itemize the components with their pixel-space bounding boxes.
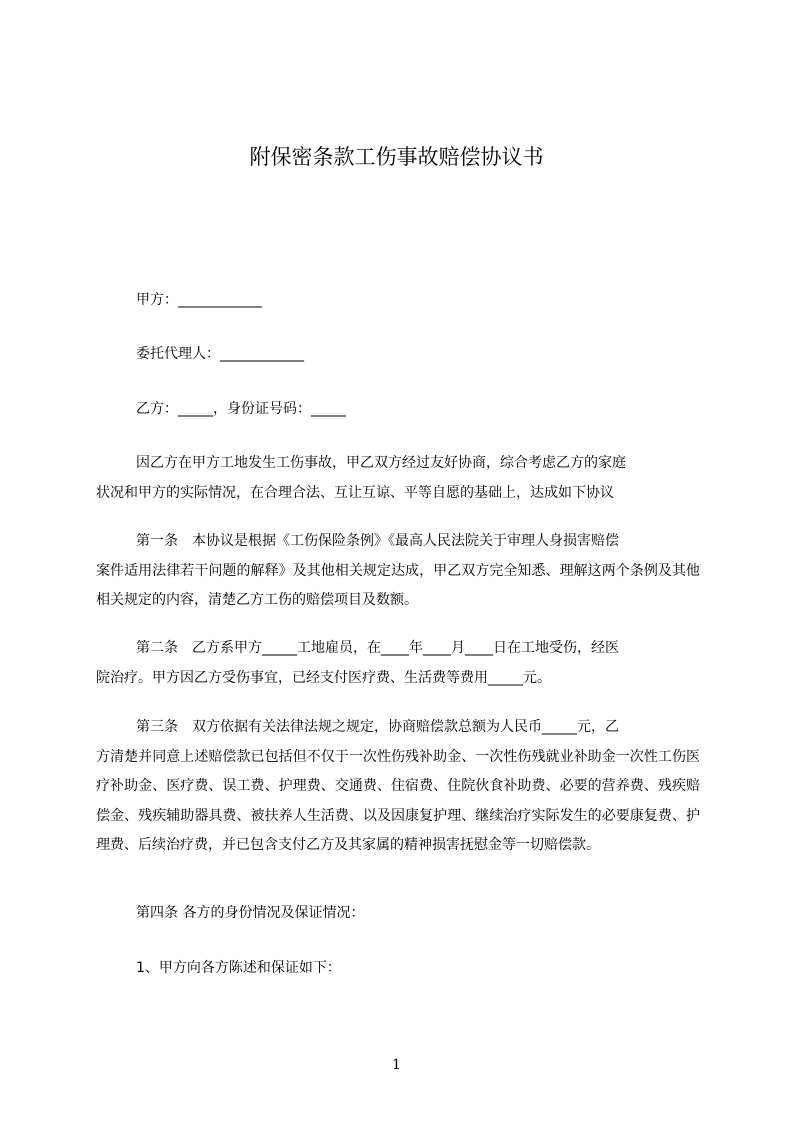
party-a-line: 甲方：____________	[136, 292, 262, 308]
document-title: 附保密条款工伤事故赔偿协议书	[249, 145, 544, 169]
article-3-paragraph	[96, 713, 700, 891]
article-3-first-line: 第三条 双方依据有关法律法规之规定，协商赔偿款总额为人民币_____元，乙	[136, 719, 619, 735]
article-2-rest: 院治疗。甲方因乙方受伤事宜，已经支付医疗费、生活费等费用_____元。	[96, 669, 551, 686]
intro-first-line: 因乙方在甲方工地发生工伤事故，甲乙双方经过友好协商，综合考虑乙方的家庭	[136, 455, 626, 471]
article-1-paragraph	[96, 527, 700, 617]
page-number: 1	[392, 1057, 401, 1073]
intro-paragraph	[96, 449, 700, 509]
party-b-line: 乙方：_____，身份证号码：_____	[136, 401, 346, 417]
agent-line: 委托代理人：____________	[136, 346, 304, 362]
article-3-rest: 方清楚并同意上述赔偿款已包括但不仅于一次性伤残补助金、一次性伤残就业补助金一次性工伤医疗补助金、医疗费、误工费、护理费、交通费、住宿费、住院伙食补助费、必要的营养费、残疾赔偿金、残疾辅助器具费、被扶养人生活费、以及因康复护理、继续治疗实际发生的必要康复费、护理费、后续治疗费，并已包含支付乙方及其家属的精神损害抚慰金等一切赔偿款。	[96, 748, 700, 854]
article-4-item-1: 1、甲方向各方陈述和保证如下：	[136, 960, 341, 976]
article-4-heading: 第四条 各方的身份情况及保证情况：	[136, 905, 365, 921]
intro-rest: 状况和甲方的实际情况，在合理合法、互让互谅、平等自愿的基础上，达成如下协议	[96, 484, 614, 501]
article-2-first-line: 第二条 乙方系甲方_____工地雇员，在____年____月____日在工地受伤，经医	[136, 640, 619, 656]
article-1-rest: 案件适用法律若干问题的解释》及其他相关规定达成，甲乙双方完全知悉、理解这两个条例及其他相关规定的内容，清楚乙方工伤的赔偿项目及数额。	[96, 562, 700, 609]
article-2-paragraph	[96, 634, 700, 694]
article-1-first-line: 第一条 本协议是根据《工伤保险条例》《最高人民法院关于审理人身损害赔偿	[136, 533, 619, 549]
